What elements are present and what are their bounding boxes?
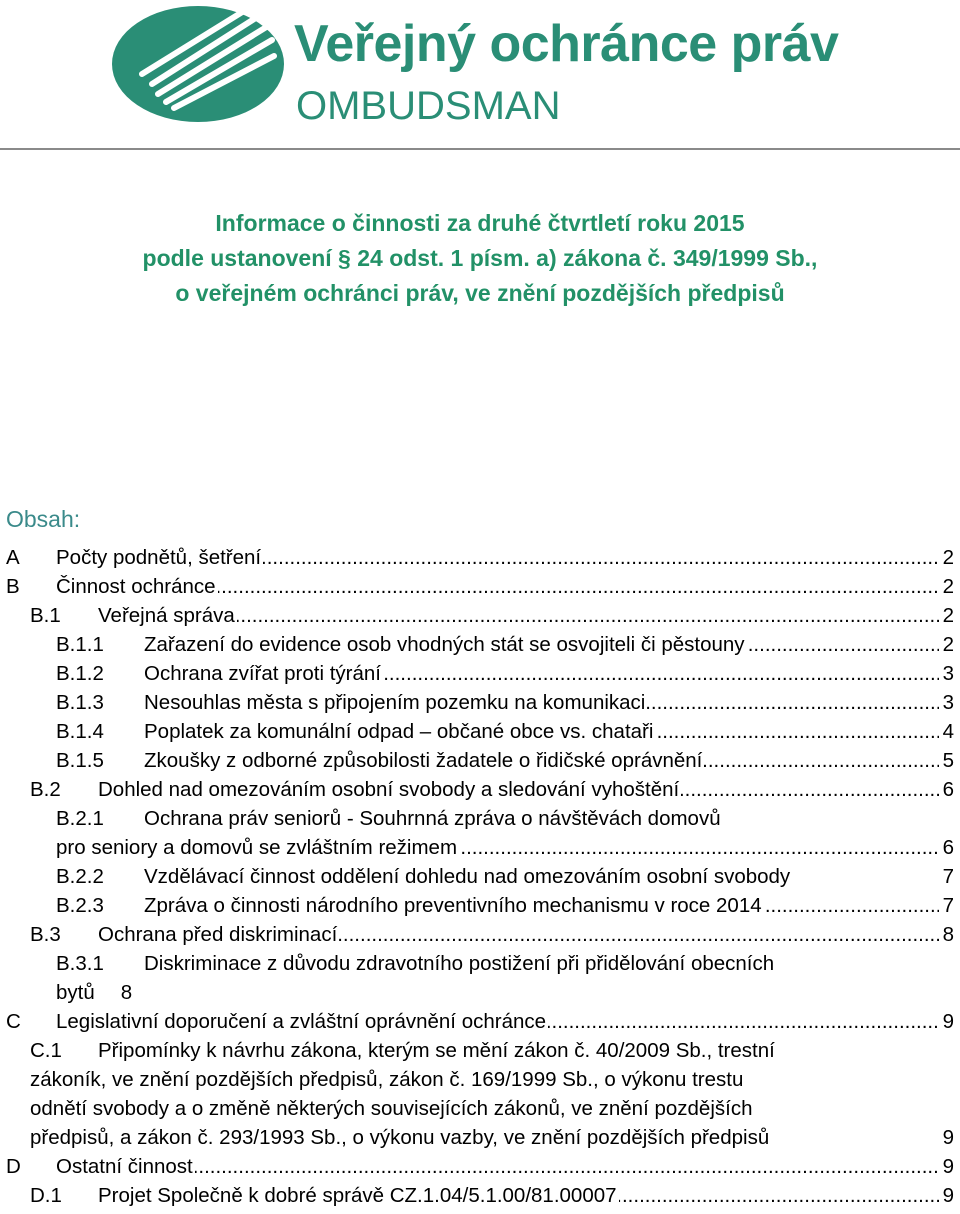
toc-page-number: 7: [939, 862, 954, 891]
toc-entry[interactable]: [56, 1007, 954, 1036]
toc-number: D.1: [30, 1184, 62, 1207]
toc-page-number: 8: [939, 920, 954, 949]
toc-entry-text: Zařazení do evidence osob vhodných stát se osvojiteli či pěstouny: [144, 633, 745, 656]
toc-entry-text[interactable]: Diskriminace z důvodu zdravotního postižení při přidělování obecních: [144, 952, 775, 975]
toc-entry[interactable]: [98, 920, 954, 949]
toc-entry[interactable]: [56, 978, 954, 1007]
toc-entry[interactable]: [144, 630, 954, 659]
toc-entry[interactable]: [98, 775, 954, 804]
toc-number: B.1.4: [56, 720, 104, 743]
toc-page-number: 9: [939, 1181, 954, 1210]
toc-entry-text: Ostatní činnost: [56, 1155, 193, 1178]
toc-entry-text: bytů: [56, 981, 95, 1004]
title-line-3: o veřejném ochránci práv, ve znění pozdějších předpisů: [175, 280, 785, 306]
toc-page-number: 7: [939, 891, 954, 920]
toc-page-number: 3: [939, 659, 954, 688]
toc-entry[interactable]: [56, 572, 954, 601]
toc-entry-text-continued[interactable]: odnětí svobody a o změně některých souvisejících zákonů, ve znění pozdějších: [30, 1097, 753, 1120]
toc-page-number: 9: [939, 1152, 954, 1181]
toc-page-number: 2: [939, 572, 954, 601]
toc-number: B.1.1: [56, 633, 104, 656]
document-title: [0, 206, 960, 311]
toc-number: B.2: [30, 778, 61, 801]
toc-entry-text: Nesouhlas města s připojením pozemku na komunikaci: [144, 691, 646, 714]
toc-number: B.3: [30, 923, 61, 946]
toc-page-number: 9: [939, 1123, 954, 1152]
toc-page-number: 3: [939, 688, 954, 717]
toc-page-number: 2: [939, 601, 954, 630]
toc-number: B.2.1: [56, 807, 104, 830]
toc-entry[interactable]: [144, 862, 954, 891]
toc-number: B.2.2: [56, 865, 104, 888]
toc-entry-text: Ochrana zvířat proti týrání: [144, 662, 381, 685]
toc-page-number: 6: [939, 775, 954, 804]
toc-entry[interactable]: [144, 688, 954, 717]
toc-number: A: [6, 546, 20, 569]
toc-page-number: 2: [939, 543, 954, 572]
toc-entry[interactable]: [144, 659, 954, 688]
toc-number: B.3.1: [56, 952, 104, 975]
toc-number: D: [6, 1155, 21, 1178]
toc-page-number: 6: [939, 833, 954, 862]
toc-number: C: [6, 1010, 21, 1033]
ombudsman-logo-icon: [112, 2, 288, 122]
toc-page-number: 5: [939, 746, 954, 775]
toc-number: B.1.5: [56, 749, 104, 772]
toc-entry[interactable]: [98, 601, 954, 630]
toc-number: B.1.2: [56, 662, 104, 685]
toc-entry[interactable]: [56, 833, 954, 862]
toc-entry-text: Veřejná správa: [98, 604, 235, 627]
toc-page-number: 9: [939, 1007, 954, 1036]
toc-page-number: 8: [97, 978, 132, 1007]
toc-entry-text: Vzdělávací činnost oddělení dohledu nad omezováním osobní svobody: [144, 865, 791, 888]
toc-entry-text: Zkoušky z odborné způsobilosti žadatele o řidičské oprávnění: [144, 749, 703, 772]
toc-entry-text: pro seniory a domovů se zvláštním režimem: [56, 836, 458, 859]
toc-entry-text[interactable]: Připomínky k návrhu zákona, kterým se mění zákon č. 40/2009 Sb., trestní: [98, 1039, 775, 1062]
title-line-1: Informace o činnosti za druhé čtvrtletí roku 2015: [215, 210, 745, 236]
toc-entry-text: předpisů, a zákon č. 293/1993 Sb., o výkonu vazby, ve znění pozdějších předpisů: [30, 1126, 770, 1149]
page-header: [0, 0, 960, 150]
toc-entry-text: Legislativní doporučení a zvláštní oprávnění ochránce: [56, 1010, 547, 1033]
toc-heading: Obsah:: [6, 506, 81, 532]
toc-entry-text: Zpráva o činnosti národního preventivního mechanismu v roce 2014: [144, 894, 762, 917]
toc-entry-text: Projet Společně k dobré správě CZ.1.04/5.1.00/81.00007: [98, 1184, 617, 1207]
toc-entry-text: Dohled nad omezováním osobní svobody a sledování vyhoštění: [98, 778, 680, 801]
toc-entry-text: Počty podnětů, šetření: [56, 546, 262, 569]
toc-page-number: 4: [939, 717, 954, 746]
brand-title: Veřejný ochránce práv: [294, 15, 839, 73]
toc-number: B.1.3: [56, 691, 104, 714]
toc-entry[interactable]: [144, 746, 954, 775]
toc-number: B: [6, 575, 20, 598]
toc-entry[interactable]: [98, 1181, 954, 1210]
toc-entry-text: Ochrana před diskriminací: [98, 923, 338, 946]
toc-number: B.1: [30, 604, 61, 627]
toc-entry[interactable]: [56, 543, 954, 572]
toc-entry-text[interactable]: Ochrana práv seniorů - Souhrnná zpráva o návštěvách domovů: [144, 807, 721, 830]
toc-number: B.2.3: [56, 894, 104, 917]
toc-page-number: 2: [939, 630, 954, 659]
brand-subtitle: OMBUDSMAN: [296, 84, 561, 128]
toc-entry[interactable]: [56, 1152, 954, 1181]
toc-entry-text-continued[interactable]: zákoník, ve znění pozdějších předpisů, zákon č. 169/1999 Sb., o výkonu trestu: [30, 1068, 744, 1091]
toc-entry[interactable]: [144, 891, 954, 920]
header-divider: [0, 148, 960, 150]
toc-entry[interactable]: [144, 717, 954, 746]
title-line-2: podle ustanovení § 24 odst. 1 písm. a) zákona č. 349/1999 Sb.,: [142, 245, 818, 271]
toc-entry-text: Poplatek za komunální odpad – občané obce vs. chataři: [144, 720, 654, 743]
toc-entry[interactable]: [30, 1123, 954, 1152]
toc-number: C.1: [30, 1039, 62, 1062]
toc-entry-text: Činnost ochránce: [56, 575, 216, 598]
